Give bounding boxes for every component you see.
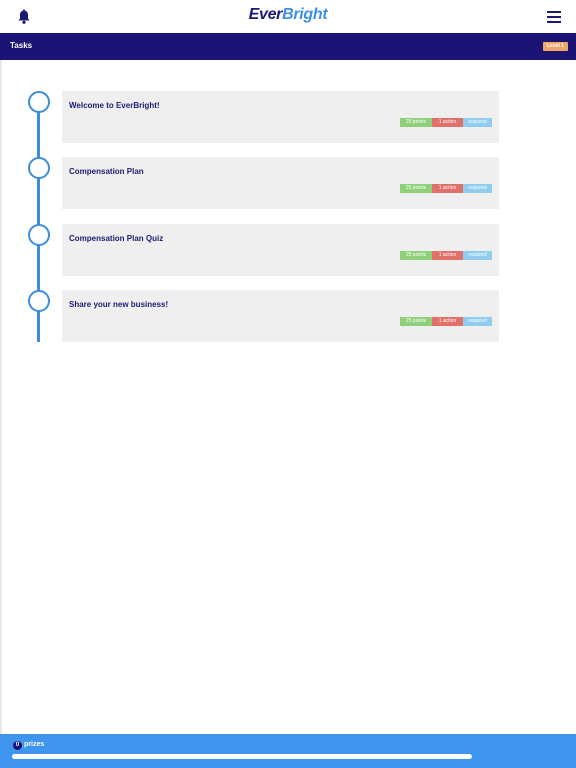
top-bar <box>0 0 576 33</box>
action-badge: 1 action <box>432 251 463 260</box>
task-badges <box>400 251 492 260</box>
page-header <box>0 33 576 60</box>
level-badge: Level 1 <box>543 42 568 51</box>
action-badge: 1 action <box>432 118 463 127</box>
task-card[interactable] <box>62 290 499 342</box>
action-badge: 1 action <box>432 317 463 326</box>
timeline-node <box>28 290 50 312</box>
required-badge: required <box>463 118 492 127</box>
task-card[interactable] <box>62 157 499 209</box>
task-title: Welcome to EverBright! <box>69 101 160 110</box>
required-badge: required <box>463 251 492 260</box>
page-title: Tasks <box>10 41 33 50</box>
points-badge: 25 points <box>400 251 432 260</box>
logo-part-1: Ever <box>248 6 283 23</box>
task-title: Compensation Plan Quiz <box>69 234 164 243</box>
prize-progress-bar <box>12 754 472 759</box>
points-badge: 25 points <box>400 184 432 193</box>
required-badge: required <box>463 184 492 193</box>
prizes-footer[interactable] <box>0 734 576 768</box>
task-badges <box>400 317 492 326</box>
hamburger-menu-icon[interactable] <box>547 11 561 23</box>
required-badge: required <box>463 317 492 326</box>
task-title: Share your new business! <box>69 300 169 309</box>
action-badge: 1 action <box>432 184 463 193</box>
app-logo <box>0 6 576 24</box>
task-card[interactable] <box>62 224 499 276</box>
task-badges <box>400 184 492 193</box>
logo-part-2: Bright <box>282 6 328 23</box>
task-title: Compensation Plan <box>69 167 144 176</box>
points-badge: 25 points <box>400 317 432 326</box>
task-card[interactable] <box>62 91 499 143</box>
points-badge: 25 points <box>400 118 432 127</box>
prizes-label: prizes <box>24 741 45 748</box>
timeline-node <box>28 224 50 246</box>
timeline-node <box>28 157 50 179</box>
task-badges <box>400 118 492 127</box>
prize-count-badge: 0 <box>13 741 22 750</box>
timeline-node <box>28 91 50 113</box>
